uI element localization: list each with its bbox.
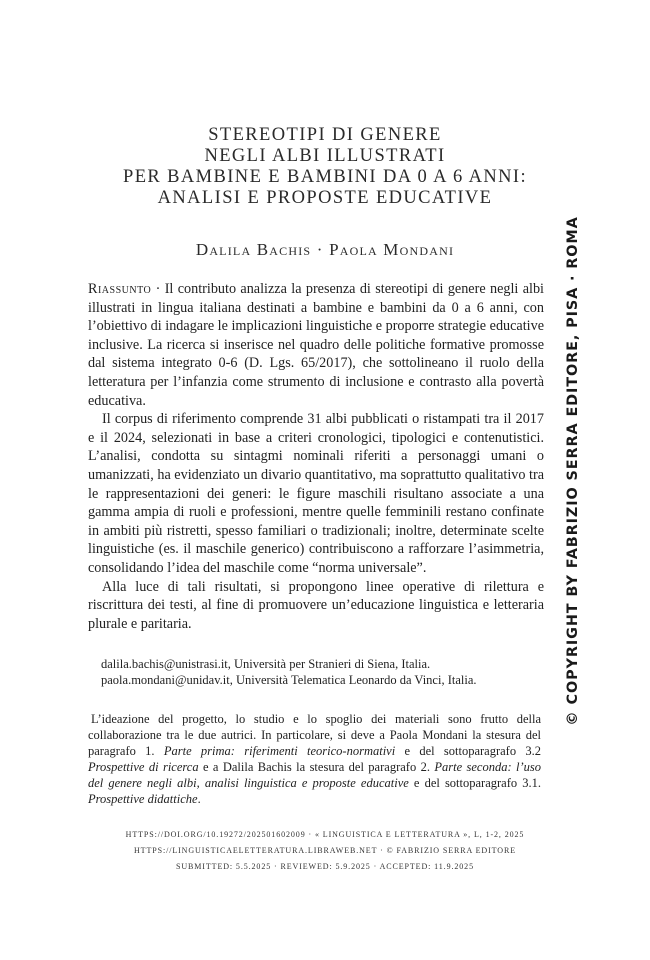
footer-dates-line: SUBMITTED: 5.5.2025 · REVIEWED: 5.9.2025 · ACCEPTED: 11.9.2025: [176, 862, 474, 871]
title-line: STEREOTIPI DI GENERE: [208, 125, 442, 145]
copyright-text: © COPYRIGHT BY FABRIZIO SERRA EDITORE, PISA · ROMA: [565, 216, 581, 726]
note-text: e del sottoparagrafo 3.2: [395, 744, 541, 758]
note-italic: Prospettive di ricerca: [88, 760, 199, 774]
publication-footer: [0, 827, 650, 875]
authors-line: Dalila Bachis · Paola Mondani: [195, 240, 455, 259]
footer-doi-line: HTTPS://DOI.ORG/10.19272/202501602009 · « LINGUISTICA E LETTERATURA », L, 1-2, 2025: [125, 830, 525, 839]
abstract-paragraph-2: Il corpus di riferimento comprende 31 albi pubblicati o ristampati tra il 2017 e il 2024, selezionati in base a criteri cronologici, tipologici e contenutistici. L’analisi, condotta su sintagmi nominali riferiti a personaggi umani o umanizzati, ha evidenziato un divario quantitativo, ma soprattutto qualitativo tra le rappresentazioni dei generi: le figure maschili risultano associate a una gamma ampia di ruoli e professioni, mentre quelle femminili restano confinate in ambiti più ristretti, spesso familiari o tradizionali; inoltre, determinate scelte linguistiche (es. il maschile generico) contribuiscono a rafforzare l’asimmetria, consolidando l’idea del maschile come “norma universale”.: [88, 411, 544, 576]
note-italic: Parte seconda: l’uso del genere negli albi, analisi linguistica e proposte educative: [88, 760, 542, 790]
title-line: ANALISI E PROPOSTE EDUCATIVE: [157, 188, 493, 208]
note-italic: Prospettive didattiche: [88, 792, 198, 806]
author-affiliations: [101, 656, 541, 688]
abstract: [88, 280, 544, 633]
abstract-paragraph-1: [88, 280, 544, 410]
note-text: L’ideazione del progetto, lo studio e lo spoglio dei materiali sono frutto della collaborazione tra le due autrici. In particolare, si deve a Paola Mondani la stesura del paragrafo 1.: [88, 712, 541, 758]
affiliation-line: paola.mondani@unidav.it, Università Telematica Leonardo da Vinci, Italia.: [101, 673, 477, 687]
article-title: [0, 125, 650, 209]
note-italic: Parte prima: riferimenti teorico-normativi: [163, 744, 396, 758]
affiliation-line: dalila.bachis@unistrasi.it, Università per Stranieri di Siena, Italia.: [101, 657, 431, 671]
title-line: NEGLI ALBI ILLUSTRATI: [204, 146, 446, 166]
note-text: .: [197, 792, 201, 806]
contribution-note: [88, 711, 541, 807]
copyright-vertical-notice: [562, 216, 584, 726]
abstract-paragraph-3: Alla luce di tali risultati, si propongono linee operative di rilettura e riscrittura dei testi, al fine di promuovere un’educazione linguistica e letteraria plurale e paritaria.: [88, 578, 544, 632]
footer-url-line: HTTPS://LINGUISTICAELETTERATURA.LIBRAWEB.NET · © FABRIZIO SERRA EDITORE: [134, 846, 516, 855]
abstract-lead-label: Riassunto: [88, 281, 152, 297]
title-line: PER BAMBINE E BAMBINI DA 0 A 6 ANNI:: [123, 167, 527, 187]
contribution-paragraph: [88, 711, 541, 807]
abstract-text: · Il contributo analizza la presenza di stereotipi di genere negli albi illustrati in lingua italiana destinati a bambine e bambini da 0 a 6 anni, con l’obiettivo di indagare le implicazioni linguistiche e proporre strategie educative inclusive. La ricerca si inserisce nel quadro delle politiche formative promosse dal sistema integrato 0-6 (D. Lgs. 65/2017), che sottolineano il ruolo della letteratura per l’infanzia come strumento di inclusione e contrasto alla povertà educativa.: [88, 281, 544, 409]
note-text: e a Dalila Bachis la stesura del paragrafo 2.: [198, 760, 435, 774]
note-text: e del sottoparagrafo 3.1.: [408, 776, 541, 790]
